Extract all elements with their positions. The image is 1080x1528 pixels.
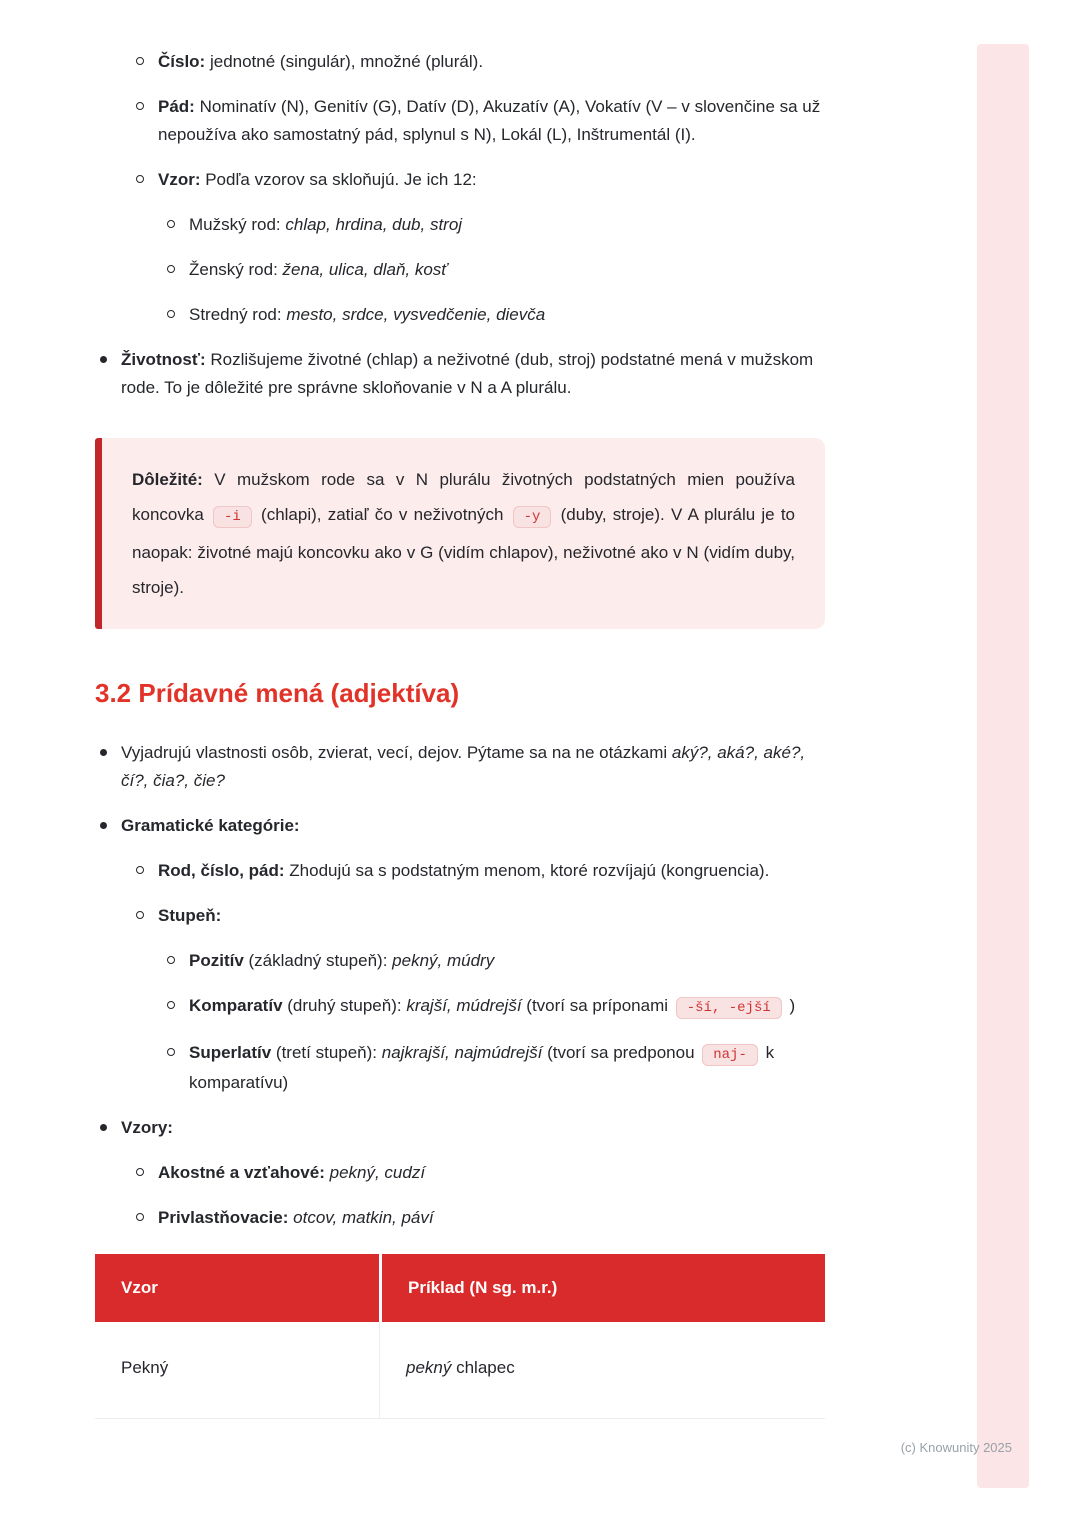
inline-code-chip: naj-	[702, 1044, 758, 1066]
callout-text	[132, 462, 795, 605]
list-item	[167, 211, 825, 239]
list-item	[167, 992, 825, 1022]
list-item	[100, 346, 825, 402]
text-segment: Životnosť:	[121, 350, 206, 369]
text-segment: aký?, aká?, aké?, čí?, čia?, čie?	[121, 743, 806, 790]
bullet-disc-icon	[100, 822, 107, 829]
table-row	[95, 1322, 825, 1419]
text-segment: (tvorí sa príponami	[521, 996, 673, 1015]
text-segment: pekný, múdry	[392, 951, 495, 970]
text-segment: chlap, hrdina, dub, stroj	[285, 215, 463, 234]
vzor-table-head	[95, 1254, 825, 1322]
text-segment: pekný, cudzí	[329, 1163, 426, 1182]
text-segment: Pekný	[121, 1358, 169, 1377]
list-item-text	[121, 812, 825, 840]
text-segment: Ženský rod:	[189, 260, 283, 279]
list-item	[100, 812, 825, 840]
vzor-table	[95, 1254, 825, 1419]
bullet-circle-icon	[136, 866, 144, 874]
section-heading: 3.2 Prídavné mená (adjektíva)	[95, 678, 460, 708]
inline-code-chip: -i	[213, 506, 252, 528]
text-segment: (chlapi), zatiaľ čo v neživotných	[254, 505, 510, 524]
table-cell	[95, 1322, 379, 1419]
bullet-disc-icon	[100, 749, 107, 756]
text-segment: otcov, matkin, páví	[293, 1208, 434, 1227]
list-item-text	[189, 947, 825, 975]
text-segment: (tvorí sa predponou	[542, 1043, 700, 1062]
text-segment: žena, ulica, dlaň, kosť	[282, 260, 448, 279]
text-segment: Komparatív	[189, 996, 283, 1015]
text-segment: Pozitív	[189, 951, 244, 970]
text-segment: (duby, stroje). V A plurálu je to naopak: životné majú koncovku ako v G (vidím chlapov), neživotné ako v N (vidím duby, stroje).	[132, 505, 796, 597]
bullet-circle-icon	[167, 310, 175, 318]
bullet-circle-icon	[167, 1001, 175, 1009]
list-item	[136, 1159, 825, 1187]
list-item-text	[158, 1159, 825, 1187]
text-segment: Nominatív (N), Genitív (G), Datív (D), Akuzatív (A), Vokatív (V – v slovenčine sa už nepoužíva ako samostatný pád, splynul s N), Lokál (L), Inštrumentál (I).	[158, 97, 821, 144]
page-side-strip	[977, 44, 1029, 1488]
list-item	[136, 902, 825, 930]
inline-code-chip: -y	[513, 506, 552, 528]
text-segment: Akostné a vzťahové:	[158, 1163, 325, 1182]
list-item-text	[158, 1204, 825, 1232]
table-header-cell: Vzor	[95, 1254, 379, 1322]
list-item-text	[189, 992, 825, 1022]
list-item-text	[189, 301, 825, 329]
adjectives-list	[95, 739, 825, 1232]
table-header-cell: Príklad (N sg. m.r.)	[379, 1254, 825, 1322]
bullet-circle-icon	[136, 102, 144, 110]
text-segment: chlapec	[451, 1358, 515, 1377]
list-item	[100, 1114, 825, 1142]
list-item-text	[158, 93, 825, 149]
text-segment: Privlastňovacie:	[158, 1208, 289, 1227]
list-item	[167, 301, 825, 329]
text-segment: jednotné (singulár), množné (plurál).	[205, 52, 484, 71]
list-item	[167, 947, 825, 975]
text-segment: Stupeň:	[158, 906, 222, 925]
bullet-circle-icon	[136, 911, 144, 919]
text-segment: Superlatív	[189, 1043, 272, 1062]
text-segment: Podľa vzorov sa skloňujú. Je ich 12:	[200, 170, 477, 189]
document-content	[95, 48, 825, 1419]
list-item-text	[121, 346, 825, 402]
text-segment: Mužský rod:	[189, 215, 286, 234]
list-item-text	[121, 1114, 825, 1142]
text-segment: Číslo:	[158, 52, 206, 71]
list-item	[136, 166, 825, 194]
text-segment: Stredný rod:	[189, 305, 287, 324]
vzor-table-body	[95, 1322, 825, 1419]
copyright-footer: (c) Knowunity 2025	[900, 1440, 1012, 1455]
bullet-circle-icon	[167, 220, 175, 228]
text-segment: Vzory:	[121, 1118, 173, 1137]
bullet-circle-icon	[136, 1168, 144, 1176]
list-item	[136, 48, 825, 76]
text-segment: najkrajší, najmúdrejší	[381, 1043, 543, 1062]
text-segment: V mužskom rode sa v N plurálu životných podstatných mien používa koncovka	[132, 470, 795, 524]
bullet-disc-icon	[100, 1124, 107, 1131]
table-cell	[379, 1322, 825, 1419]
bullet-circle-icon	[167, 265, 175, 273]
important-callout	[95, 438, 825, 629]
text-segment: (druhý stupeň):	[282, 996, 407, 1015]
bullet-circle-icon	[136, 1213, 144, 1221]
text-segment: mesto, srdce, vysvedčenie, dievča	[286, 305, 546, 324]
list-item-text	[189, 1039, 825, 1097]
text-segment: krajší, múdrejší	[406, 996, 522, 1015]
text-segment: )	[784, 996, 796, 1015]
bullet-circle-icon	[167, 1048, 175, 1056]
list-item	[136, 93, 825, 149]
list-item-text	[189, 256, 825, 284]
bullet-circle-icon	[136, 57, 144, 65]
bullet-disc-icon	[100, 356, 107, 363]
list-item-text	[158, 48, 825, 76]
text-segment: Rod, číslo, pád:	[158, 861, 285, 880]
list-item	[136, 1204, 825, 1232]
list-item	[136, 857, 825, 885]
bullet-circle-icon	[136, 175, 144, 183]
text-segment: k komparatívu)	[189, 1043, 775, 1092]
text-segment: pekný	[406, 1358, 452, 1377]
inline-code-chip: -ší, -ejší	[676, 997, 782, 1019]
text-segment: (tretí stupeň):	[271, 1043, 382, 1062]
text-segment: Dôležité:	[132, 470, 203, 489]
text-segment: (základný stupeň):	[243, 951, 393, 970]
list-item	[167, 256, 825, 284]
vzor-table-header-row	[95, 1254, 825, 1322]
text-segment: Zhodujú sa s podstatným menom, ktoré rozvíjajú (kongruencia).	[284, 861, 770, 880]
list-item-text	[189, 211, 825, 239]
noun-categories-list	[95, 48, 825, 402]
list-item	[167, 1039, 825, 1097]
list-item-text	[158, 166, 825, 194]
bullet-circle-icon	[167, 956, 175, 964]
list-item-text	[158, 857, 825, 885]
text-segment: Rozlišujeme životné (chlap) a neživotné (dub, stroj) podstatné mená v mužskom rode. To je dôležité pre správne skloňovanie v N a A plurálu.	[121, 350, 814, 397]
text-segment: Pád:	[158, 97, 195, 116]
text-segment: Vzor:	[158, 170, 201, 189]
list-item-text	[158, 902, 825, 930]
text-segment: Vyjadrujú vlastnosti osôb, zvierat, vecí, dejov. Pýtame sa na ne otázkami	[121, 743, 672, 762]
list-item	[100, 739, 825, 795]
list-item-text	[121, 739, 825, 795]
text-segment: Gramatické kategórie:	[121, 816, 300, 835]
